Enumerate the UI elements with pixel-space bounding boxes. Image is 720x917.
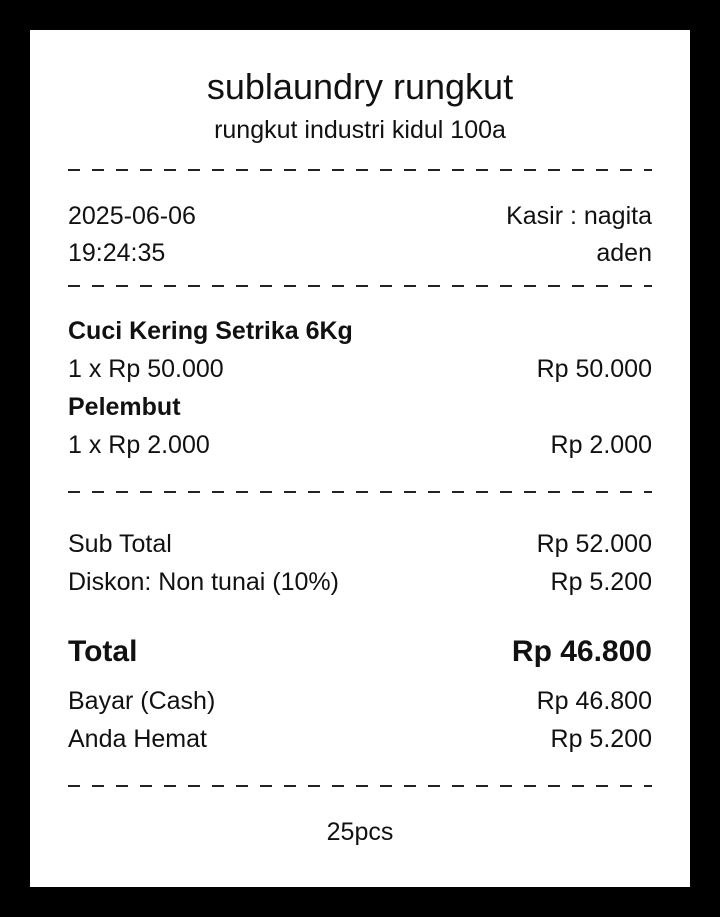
meta-row-1 — [68, 201, 652, 231]
transaction-date: 2025-06-06 — [68, 202, 196, 230]
discount-value: Rp 5.200 — [550, 568, 652, 596]
item-qty-price: 1 x Rp 2.000 — [68, 431, 210, 459]
discount-row — [68, 567, 652, 597]
divider — [68, 169, 652, 171]
total-row — [68, 634, 652, 670]
divider — [68, 491, 652, 493]
item-name: Cuci Kering Setrika 6Kg — [68, 317, 353, 345]
cashier-name: Kasir : nagita — [506, 202, 652, 230]
paid-label: Bayar (Cash) — [68, 687, 216, 715]
item-line — [68, 354, 652, 384]
discount-label: Diskon: Non tunai (10%) — [68, 568, 339, 596]
total-label: Total — [68, 635, 138, 668]
item-amount: Rp 2.000 — [550, 431, 652, 459]
item-name: Pelembut — [68, 393, 181, 421]
item-qty-price: 1 x Rp 50.000 — [68, 355, 224, 383]
receipt-torn-edge-bottom — [30, 877, 690, 889]
receipt-paper — [30, 30, 690, 887]
total-value: Rp 46.800 — [511, 635, 652, 668]
paid-value: Rp 46.800 — [536, 687, 652, 715]
item-amount: Rp 50.000 — [536, 355, 652, 383]
saved-value: Rp 5.200 — [550, 725, 652, 753]
subtotal-row — [68, 529, 652, 559]
customer-name: aden — [596, 239, 652, 267]
saved-label: Anda Hemat — [68, 725, 207, 753]
meta-row-2 — [68, 238, 652, 268]
divider — [68, 285, 652, 287]
paid-row — [68, 686, 652, 716]
store-name: sublaundry rungkut — [206, 66, 514, 107]
store-address: rungkut industri kidul 100a — [214, 116, 506, 144]
subtotal-label: Sub Total — [68, 530, 172, 558]
item-line — [68, 430, 652, 460]
subtotal-value: Rp 52.000 — [536, 530, 652, 558]
divider — [68, 785, 652, 787]
receipt-torn-edge-top — [30, 28, 690, 40]
footer-note: 25pcs — [326, 818, 394, 846]
saved-row — [68, 724, 652, 754]
transaction-time: 19:24:35 — [68, 239, 166, 267]
